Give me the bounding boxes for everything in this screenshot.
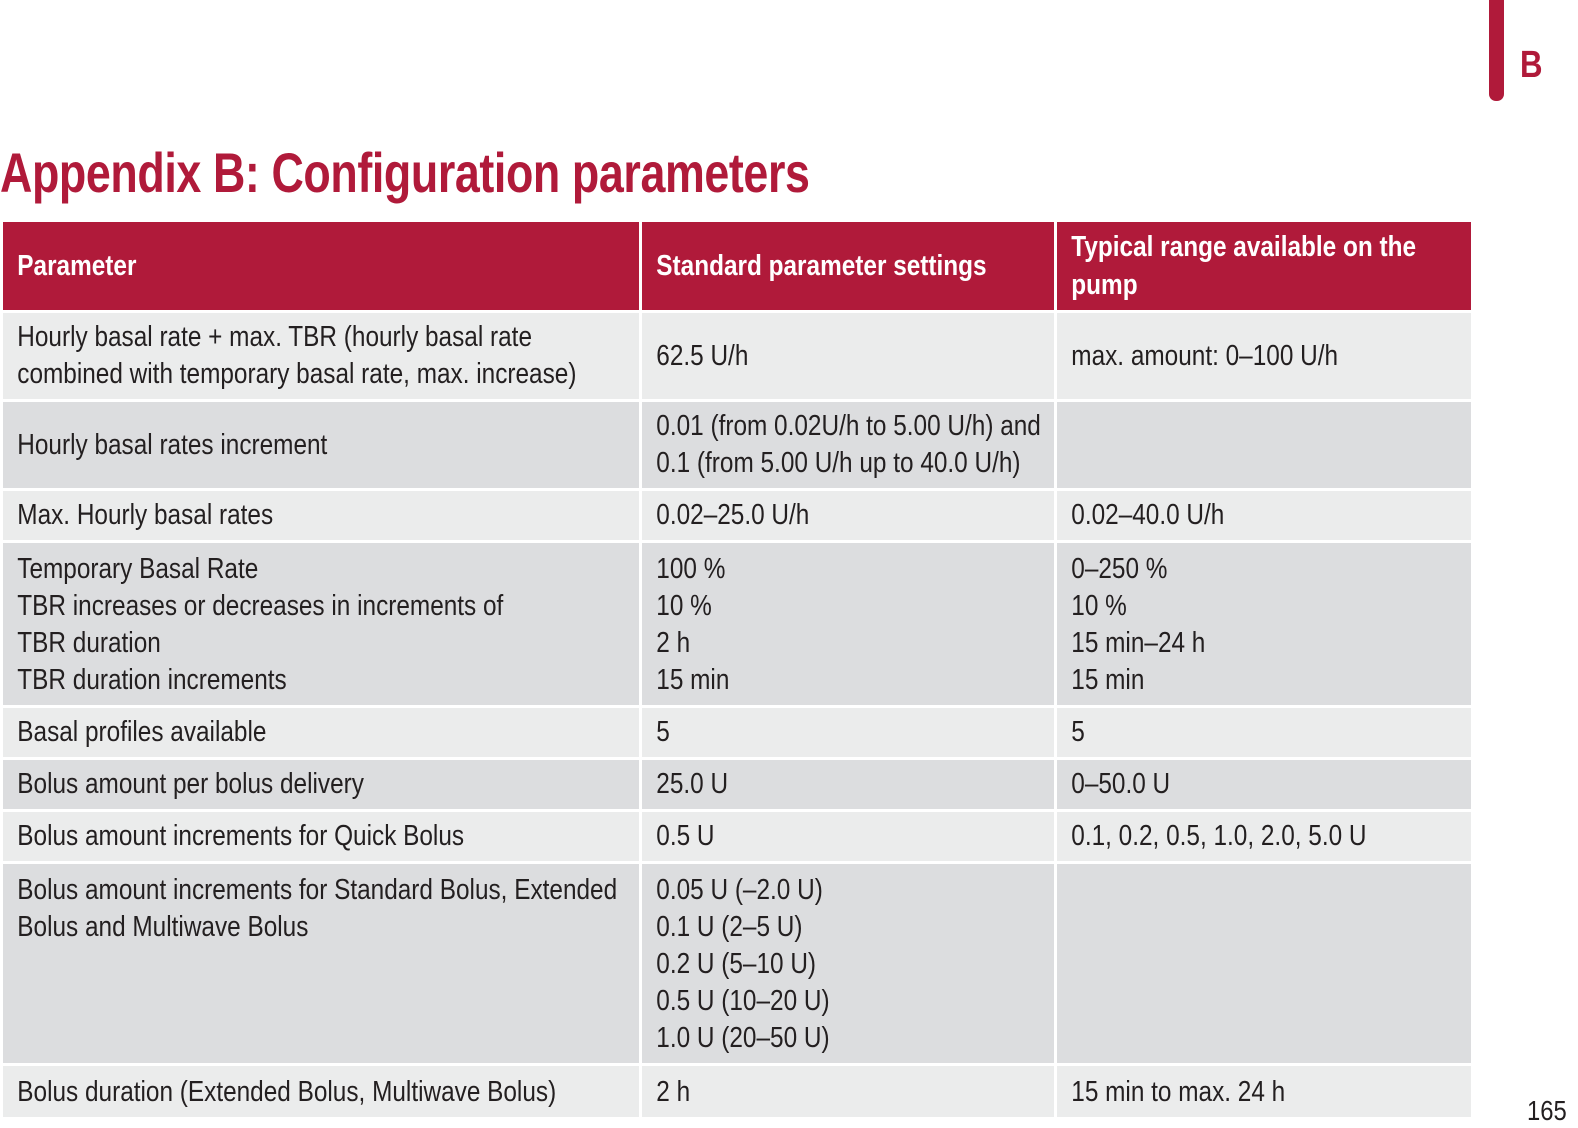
cell-parameter: Temporary Basal Rate TBR increases or decreases in increments of TBR duration TBR duration increments <box>2 542 641 707</box>
chapter-tab-marker <box>1489 0 1504 101</box>
table-row <box>2 490 1473 542</box>
cell-standard: 0.05 U (–2.0 U) 0.1 U (2–5 U) 0.2 U (5–10 U) 0.5 U (10–20 U) 1.0 U (20–50 U) <box>641 863 1056 1065</box>
page-number: 165 <box>1527 1095 1567 1126</box>
cell-parameter: Bolus duration (Extended Bolus, Multiwave Bolus) <box>2 1065 641 1119</box>
cell-standard: 0.02–25.0 U/h <box>641 490 1056 542</box>
cell-range <box>1056 863 1473 1065</box>
cell-range: 0.1, 0.2, 0.5, 1.0, 2.0, 5.0 U <box>1056 811 1473 863</box>
cell-range: 0–250 % 10 % 15 min–24 h 15 min <box>1056 542 1473 707</box>
header-standard-settings: Standard parameter settings <box>641 221 1056 312</box>
cell-range: 0.02–40.0 U/h <box>1056 490 1473 542</box>
configuration-parameters-table <box>0 219 1474 1120</box>
table-header-row <box>2 221 1473 312</box>
cell-range: 0–50.0 U <box>1056 759 1473 811</box>
cell-standard: 100 % 10 % 2 h 15 min <box>641 542 1056 707</box>
cell-standard: 25.0 U <box>641 759 1056 811</box>
table-row <box>2 707 1473 759</box>
header-parameter: Parameter <box>2 221 641 312</box>
cell-standard: 5 <box>641 707 1056 759</box>
table-row <box>2 542 1473 707</box>
chapter-tab-letter: B <box>1520 44 1543 86</box>
table-row <box>2 1065 1473 1119</box>
cell-standard: 2 h <box>641 1065 1056 1119</box>
table-row <box>2 312 1473 401</box>
cell-standard: 0.5 U <box>641 811 1056 863</box>
cell-parameter: Hourly basal rate + max. TBR (hourly basal rate combined with temporary basal rate, max. increase) <box>2 312 641 401</box>
table-row <box>2 401 1473 490</box>
table-row <box>2 811 1473 863</box>
cell-range: 5 <box>1056 707 1473 759</box>
table-row <box>2 759 1473 811</box>
cell-range: max. amount: 0–100 U/h <box>1056 312 1473 401</box>
cell-parameter: Hourly basal rates increment <box>2 401 641 490</box>
table-row <box>2 863 1473 1065</box>
header-typical-range: Typical range available on the pump <box>1056 221 1473 312</box>
cell-range <box>1056 401 1473 490</box>
cell-parameter: Bolus amount increments for Standard Bolus, Extended Bolus and Multiwave Bolus <box>2 863 641 1065</box>
cell-standard: 0.01 (from 0.02U/h to 5.00 U/h) and 0.1 (from 5.00 U/h up to 40.0 U/h) <box>641 401 1056 490</box>
cell-parameter: Max. Hourly basal rates <box>2 490 641 542</box>
cell-parameter: Basal profiles available <box>2 707 641 759</box>
cell-parameter: Bolus amount per bolus delivery <box>2 759 641 811</box>
cell-standard: 62.5 U/h <box>641 312 1056 401</box>
cell-parameter: Bolus amount increments for Quick Bolus <box>2 811 641 863</box>
page-title: Appendix B: Configuration parameters <box>0 141 810 204</box>
cell-range: 15 min to max. 24 h <box>1056 1065 1473 1119</box>
